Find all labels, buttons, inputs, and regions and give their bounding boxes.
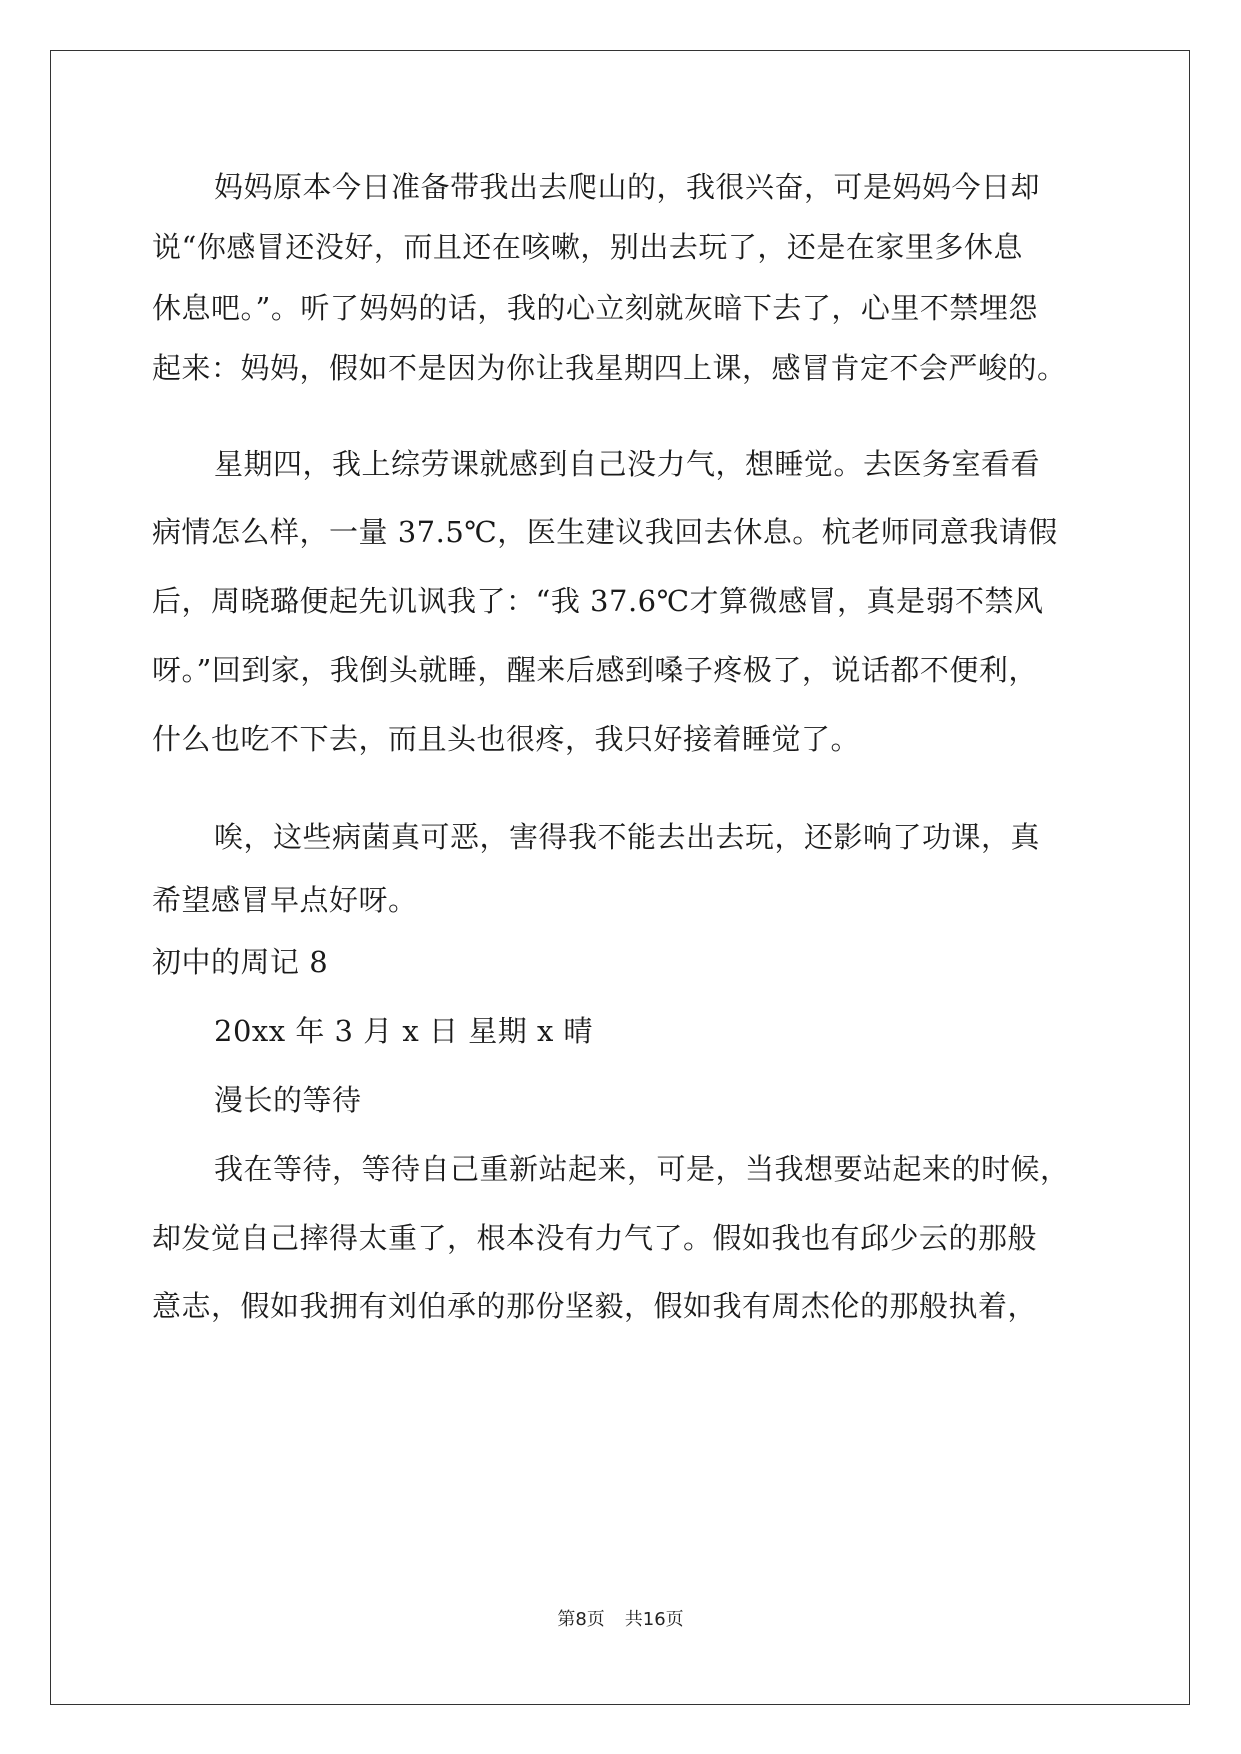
diary-date-line: 20xx 年 3 月 x 日 星期 x 晴 <box>214 1014 594 1048</box>
footer-page-prefix: 第 <box>557 1609 576 1630</box>
paragraph-line: 希望感冒早点好呀。 <box>152 883 418 917</box>
footer-total-number: 16 <box>642 1609 666 1630</box>
paragraph-line: 我在等待，等待自己重新站起来，可是，当我想要站起来的时候， <box>214 1152 1070 1186</box>
footer-total-prefix: 共 <box>624 1609 643 1630</box>
paragraph-line: 却发觉自己摔得太重了，根本没有力气了。假如我也有邱少云的那般 <box>152 1221 1038 1255</box>
paragraph-line: 起来：妈妈，假如不是因为你让我星期四上课，感冒肯定不会严峻的。 <box>152 351 1067 385</box>
paragraph-line: 呀。”回到家，我倒头就睡，醒来后感到嗓子疼极了，说话都不便利， <box>152 653 1038 687</box>
section-heading: 初中的周记 8 <box>152 945 329 979</box>
footer-page-number: 8 <box>575 1609 587 1630</box>
paragraph-line: 唉，这些病菌真可恶，害得我不能去出去玩，还影响了功课，真 <box>214 820 1041 854</box>
paragraph-line: 后，周晓璐便起先讥讽我了：“我 37.6℃才算微感冒，真是弱不禁风 <box>152 584 1044 618</box>
footer-total-suffix: 页 <box>665 1609 684 1630</box>
paragraph-line: 意志，假如我拥有刘伯承的那份坚毅，假如我有周杰伦的那般执着， <box>152 1289 1038 1323</box>
paragraph-line: 说“你感冒还没好，而且还在咳嗽，别出去玩了，还是在家里多休息 <box>152 230 1023 264</box>
paragraph-line: 星期四，我上综劳课就感到自己没力气，想睡觉。去医务室看看 <box>214 447 1041 481</box>
paragraph-line: 病情怎么样，一量 37.5℃，医生建议我回去休息。杭老师同意我请假 <box>152 515 1058 549</box>
page-footer <box>0 1608 1241 1632</box>
diary-title: 漫长的等待 <box>214 1083 362 1117</box>
paragraph-line: 妈妈原本今日准备带我出去爬山的，我很兴奋，可是妈妈今日却 <box>214 170 1041 204</box>
footer-page-suffix: 页 <box>586 1609 605 1630</box>
paragraph-line: 什么也吃不下去，而且头也很疼，我只好接着睡觉了。 <box>152 722 861 756</box>
paragraph-line: 休息吧。”。听了妈妈的话，我的心立刻就灰暗下去了，心里不禁埋怨 <box>152 291 1038 325</box>
